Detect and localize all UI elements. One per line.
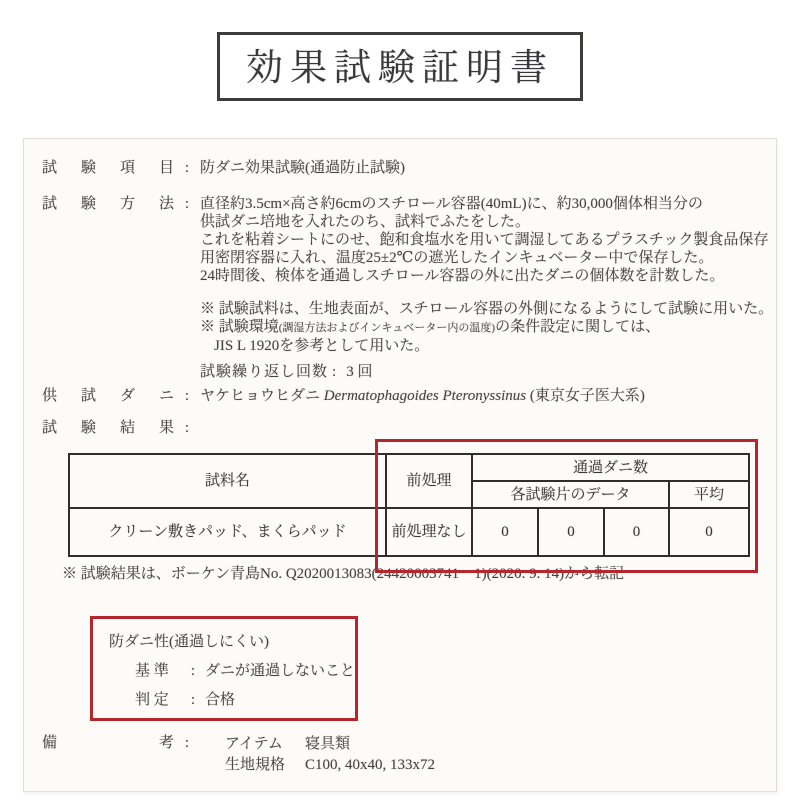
certificate-header [0, 0, 800, 101]
method-note-1: ※ 試験試料は、生地表面が、スチロール容器の外側になるようにして試験に用いた。 [200, 301, 774, 317]
repeat-count-line [200, 363, 776, 381]
method-note-2 [200, 318, 776, 337]
header-piece-data: 各試験片のデータ [472, 481, 669, 508]
cell-sample-name: クリーン敷きパッド、まくらパッド [69, 508, 386, 556]
test-method-label: 試験方法 [42, 196, 174, 212]
method-line: 供試ダニ培地を入れたのち、試料でふたをした。 [200, 214, 531, 230]
method-line: 用密閉容器に入れ、温度25±2℃の遮光したインキュベーター中で保存した。 [200, 250, 714, 266]
field-test-method [42, 195, 776, 381]
header-pass-mite-count: 通過ダニ数 [472, 454, 749, 481]
note2-suffix: の条件設定に関しては、 [495, 319, 661, 335]
criteria-label: 基 準 [135, 663, 169, 679]
mite-name-latin: Dermatophagoides Pteronyssinus [323, 388, 527, 404]
test-result-label: 試験結果 [42, 420, 174, 436]
cell-data-3: 0 [604, 508, 669, 556]
remark-value: 寝具類 [305, 736, 351, 752]
header-sample-name: 試料名 [69, 454, 386, 508]
colon-separator: : [184, 196, 190, 212]
cell-average: 0 [669, 508, 749, 556]
colon-separator: : [332, 364, 337, 380]
field-test-result [42, 419, 776, 437]
field-test-mite [42, 387, 776, 405]
header-pretreatment: 前処理 [386, 454, 472, 508]
remarks-value [200, 734, 776, 776]
cell-data-1: 0 [472, 508, 538, 556]
table-data-row [69, 508, 749, 556]
test-method-value [200, 195, 776, 381]
note2-smallprint: (調湿方法およびインキュベーター内の温度) [278, 322, 496, 334]
method-note-2-continued: JIS L 1920を参考として用いた。 [214, 338, 430, 354]
verdict-label: 判 定 [135, 692, 169, 708]
colon-separator: : [190, 663, 196, 679]
colon-separator: : [184, 160, 190, 176]
colon-separator: : [184, 420, 190, 436]
remarks-label: 備考 [42, 735, 174, 751]
colon-separator: : [184, 388, 190, 404]
method-line: これを粘着シートにのせ、飽和食塩水を用いて調湿してあるプラスチック製食品保存 [200, 232, 769, 248]
colon-separator: : [184, 735, 190, 751]
judgment-verdict-line [109, 691, 355, 709]
certificate-title: 効果試験証明書 [217, 32, 583, 101]
criteria-value: ダニが通過しないこと [205, 663, 356, 679]
test-item-value: 防ダニ効果試験(通過防止試験) [200, 160, 405, 176]
method-notes [200, 300, 776, 355]
repeat-count-value: 3 回 [346, 364, 373, 380]
judgment-box [90, 616, 358, 721]
remark-key: アイテム [225, 736, 283, 752]
colon-separator: : [190, 692, 196, 708]
verdict-value: 合格 [205, 692, 236, 708]
field-test-item [42, 159, 776, 177]
method-line: 直径約3.5cm×高さ約6cmのスチロール容器(40mL)に、約30,000個体相当分の [200, 196, 703, 212]
remark-row-fabric-spec [225, 755, 776, 776]
judgment-criteria-line [109, 662, 355, 680]
test-item-label: 試験項目 [42, 160, 174, 176]
table-header-row-1 [69, 454, 749, 481]
remark-key: 生地規格 [225, 757, 286, 773]
method-line: 24時間後、検体を通過しスチロール容器の外に出たダニの個体数を計数した。 [200, 268, 725, 284]
results-table [68, 453, 750, 557]
transcription-note: ※ 試験結果は、ボーケン青島No. Q2020013083(24420003741－1)(2020. 9. 14)から転記 [62, 566, 625, 582]
scanned-certificate-page [23, 138, 777, 792]
mite-strain: (東京女子医大系) [529, 388, 645, 404]
remark-value: C100, 40x40, 133x72 [305, 757, 436, 773]
test-mite-label: 供試ダニ [42, 388, 174, 404]
cell-data-2: 0 [538, 508, 604, 556]
mite-name-jp: ヤケヒョウヒダニ [200, 388, 321, 404]
header-average: 平均 [669, 481, 749, 508]
repeat-count-label: 試験繰り返し回数 [200, 364, 329, 380]
note2-prefix: ※ 試験環境 [200, 319, 279, 335]
judgment-title: 防ダニ性(通過しにくい) [109, 634, 269, 650]
cell-pretreatment: 前処理なし [386, 508, 472, 556]
field-remarks [42, 734, 776, 776]
remark-row-item [225, 734, 776, 755]
test-mite-value [200, 387, 776, 405]
